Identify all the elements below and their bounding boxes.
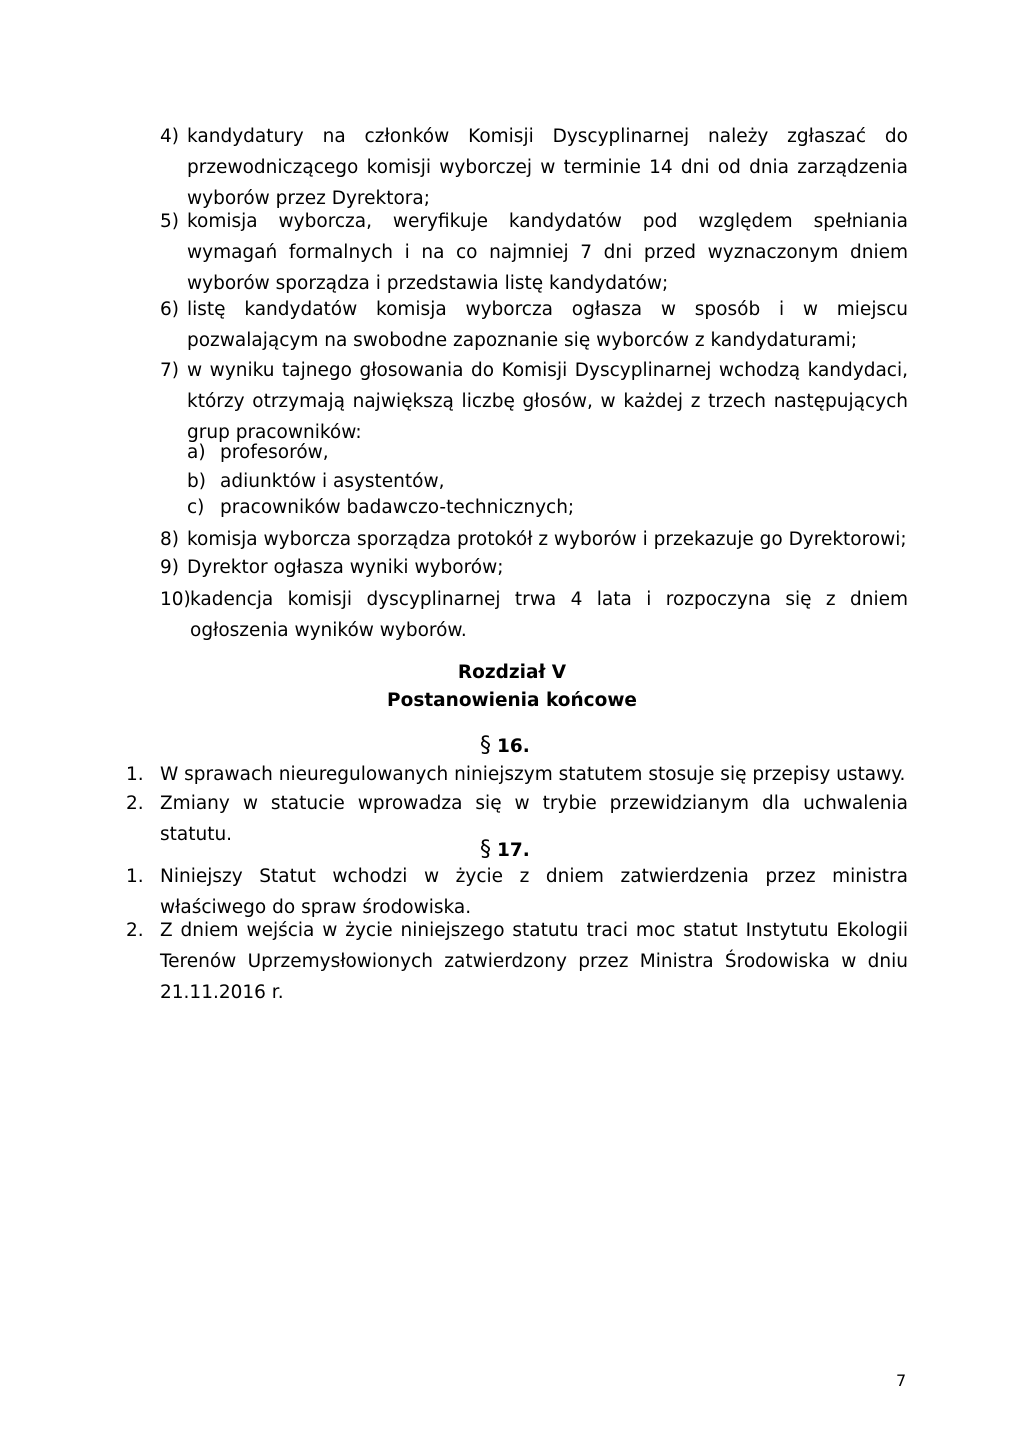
list-item — [160, 584, 908, 646]
list-item-number: 5) — [160, 211, 179, 232]
section-point-text: Niniejszy Statut wchodzi w życie z dniem zatwierdzenia przez ministra właściwego do spraw środowiska. — [160, 866, 908, 918]
chapter-subtitle: Postanowienia końcowe — [387, 690, 637, 711]
sub-list-item — [187, 437, 329, 468]
list-item-text: w wyniku tajnego głosowania do Komisji Dyscyplinarnej wchodzą kandydaci, którzy otrzymają największą liczbę głosów, w każdej z trzech następujących grup pracowników: — [187, 360, 908, 443]
section-number: 16. — [497, 736, 530, 757]
section-point-number: 1. — [126, 866, 144, 887]
section-sign: § — [480, 837, 491, 862]
list-item — [160, 552, 908, 583]
list-item-text: listę kandydatów komisja wyborcza ogłasza w sposób i w miejscu pozwalającym na swobodne zapoznanie się wyborców z kandydaturami; — [187, 299, 908, 351]
sub-list-letter: b) — [187, 471, 206, 492]
list-item-number: 7) — [160, 360, 179, 381]
list-item-text: kadencja komisji dyscyplinarnej trwa 4 lata i rozpoczyna się z dniem ogłoszenia wyników wyborów. — [190, 589, 908, 641]
section-point — [126, 861, 908, 923]
list-item — [160, 121, 908, 214]
sub-list-text: adiunktów i asystentów, — [220, 471, 445, 492]
sub-list-text: profesorów, — [220, 442, 329, 463]
page-number: 7 — [896, 1371, 907, 1390]
list-item — [160, 524, 908, 555]
section-point — [126, 915, 908, 1008]
section-heading — [480, 731, 530, 762]
section-point-number: 2. — [126, 793, 144, 814]
list-item — [160, 294, 908, 356]
sub-list-item — [187, 492, 574, 523]
section-point-number: 1. — [126, 764, 144, 785]
section-sign: § — [480, 733, 491, 758]
list-item-number: 4) — [160, 126, 179, 147]
section-point-text: Z dniem wejścia w życie niniejszego statutu traci moc statut Instytutu Ekologii Terenów Uprzemysłowionych zatwierdzony przez Ministra Środowiska w dniu 21.11.2016 r. — [160, 920, 908, 1003]
list-item — [160, 206, 908, 299]
list-item-number: 6) — [160, 299, 179, 320]
chapter-title: Rozdział V — [457, 662, 567, 683]
list-item — [160, 355, 908, 448]
list-item-text: komisja wyborcza, weryfikuje kandydatów pod względem spełniania wymagań formalnych i na co najmniej 7 dni przed wyznaczonym dniem wyborów sporządza i przedstawia listę kandydatów; — [187, 211, 908, 294]
section-point — [126, 759, 908, 790]
sub-list-letter: a) — [187, 442, 206, 463]
list-item-text: komisja wyborcza sporządza protokół z wyborów i przekazuje go Dyrektorowi; — [187, 529, 907, 550]
sub-list-text: pracowników badawczo-technicznych; — [220, 497, 575, 518]
section-point-text: W sprawach nieuregulowanych niniejszym statutem stosuje się przepisy ustawy. — [160, 764, 906, 785]
section-number: 17. — [497, 840, 530, 861]
list-item-number: 9) — [160, 557, 179, 578]
list-item-text: kandydatury na członków Komisji Dyscyplinarnej należy zgłaszać do przewodniczącego komisji wyborczej w terminie 14 dni od dnia zarządzenia wyborów przez Dyrektora; — [187, 126, 908, 209]
section-point-text: Zmiany w statucie wprowadza się w trybie przewidzianym dla uchwalenia statutu. — [160, 793, 908, 845]
list-item-number: 8) — [160, 529, 179, 550]
list-item-text: Dyrektor ogłasza wyniki wyborów; — [187, 557, 504, 578]
list-item-number: 10) — [160, 589, 191, 610]
sub-list-letter: c) — [187, 497, 205, 518]
section-point-number: 2. — [126, 920, 144, 941]
